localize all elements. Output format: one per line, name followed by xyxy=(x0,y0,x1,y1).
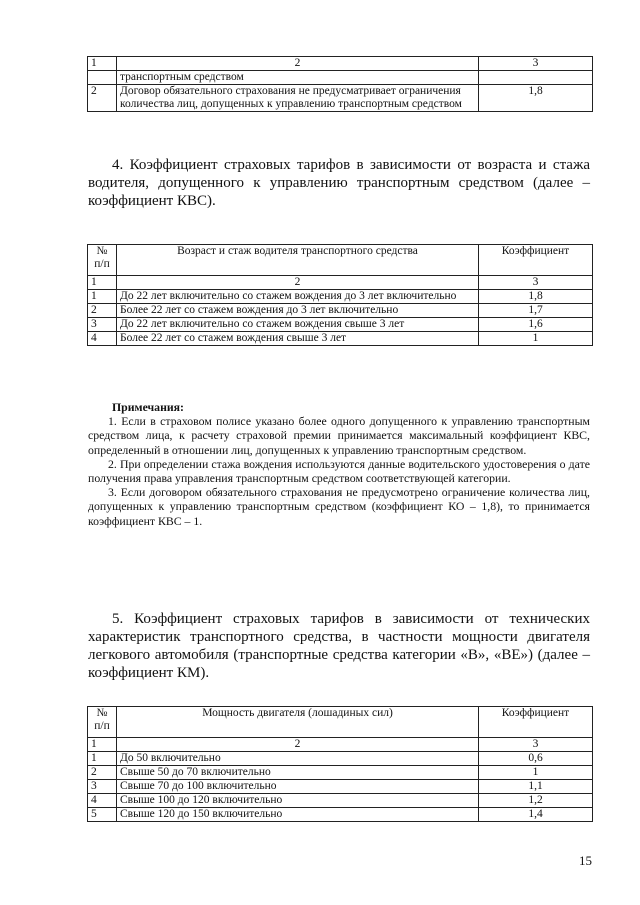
row-description: Свыше 120 до 150 включительно xyxy=(117,808,479,822)
row-coefficient: 1 xyxy=(479,766,593,780)
row-description: Свыше 100 до 120 включительно xyxy=(117,794,479,808)
row-coefficient: 1,6 xyxy=(479,318,593,332)
table-row xyxy=(88,766,593,780)
header-coefficient: Коэффициент xyxy=(479,245,593,276)
row-coefficient: 1,7 xyxy=(479,304,593,318)
table-row xyxy=(88,71,593,85)
note-item: 1. Если в страховом полисе указано более одного допущенного к управлению транспортным средством лица, к расчету страховой премии принимается максимальный коэффициент КВС, определенный в отношении лиц, допущенных к управлению транспортным средством. xyxy=(88,414,590,457)
table-row xyxy=(88,332,593,346)
row-number: 5 xyxy=(88,808,117,822)
index-cell: 2 xyxy=(117,57,479,71)
table-continuation xyxy=(87,56,593,112)
index-cell: 3 xyxy=(479,738,593,752)
notes-block xyxy=(88,400,590,528)
row-description: Договор обязательного страхования не предусматривает ограничения количества лиц, допущенных к управлению транспортным средством xyxy=(117,85,479,112)
row-number: 4 xyxy=(88,332,117,346)
row-description: Свыше 70 до 100 включительно xyxy=(117,780,479,794)
index-cell: 3 xyxy=(479,57,593,71)
row-coefficient: 1 xyxy=(479,332,593,346)
index-cell: 2 xyxy=(117,738,479,752)
table-row xyxy=(88,780,593,794)
section-5-heading xyxy=(88,610,590,682)
header-description: Мощность двигателя (лошадиных сил) xyxy=(117,707,479,738)
header-number: № п/п xyxy=(88,245,117,276)
row-coefficient: 1,8 xyxy=(479,85,593,112)
header-number: № п/п xyxy=(88,707,117,738)
table-header-row xyxy=(88,245,593,276)
index-cell: 1 xyxy=(88,738,117,752)
row-description: транспортным средством xyxy=(117,71,479,85)
row-coefficient xyxy=(479,71,593,85)
row-number: 2 xyxy=(88,766,117,780)
row-number: 3 xyxy=(88,780,117,794)
row-coefficient: 1,4 xyxy=(479,808,593,822)
table-row xyxy=(88,752,593,766)
row-coefficient: 1,1 xyxy=(479,780,593,794)
row-number: 1 xyxy=(88,290,117,304)
table-header-row xyxy=(88,707,593,738)
row-description: До 22 лет включительно со стажем вождения свыше 3 лет xyxy=(117,318,479,332)
table-km xyxy=(87,706,593,822)
table-kvs xyxy=(87,244,593,346)
index-cell: 3 xyxy=(479,276,593,290)
row-number: 3 xyxy=(88,318,117,332)
row-description: До 50 включительно xyxy=(117,752,479,766)
page-number: 15 xyxy=(579,853,592,868)
index-cell: 2 xyxy=(117,276,479,290)
table-row xyxy=(88,85,593,112)
table-row xyxy=(88,808,593,822)
table-index-row xyxy=(88,276,593,290)
table-row xyxy=(88,318,593,332)
section-4-heading xyxy=(88,156,590,210)
row-coefficient: 0,6 xyxy=(479,752,593,766)
table-row xyxy=(88,304,593,318)
table-row xyxy=(88,794,593,808)
row-description: Более 22 лет со стажем вождения свыше 3 лет xyxy=(117,332,479,346)
table-index-row xyxy=(88,57,593,71)
row-number: 2 xyxy=(88,85,117,112)
index-cell: 1 xyxy=(88,276,117,290)
row-description: До 22 лет включительно со стажем вождения до 3 лет включительно xyxy=(117,290,479,304)
header-coefficient: Коэффициент xyxy=(479,707,593,738)
row-description: Более 22 лет со стажем вождения до 3 лет включительно xyxy=(117,304,479,318)
row-description: Свыше 50 до 70 включительно xyxy=(117,766,479,780)
row-number: 4 xyxy=(88,794,117,808)
row-number: 1 xyxy=(88,752,117,766)
header-description: Возраст и стаж водителя транспортного средства xyxy=(117,245,479,276)
row-number: 2 xyxy=(88,304,117,318)
note-item: 3. Если договором обязательного страхования не предусмотрено ограничение количества лиц, допущенных к управлению транспортным средством (коэффициент КО – 1,8), то принимается коэффициент КВС – 1. xyxy=(88,485,590,528)
table-index-row xyxy=(88,738,593,752)
section-5-heading-text: 5. Коэффициент страховых тарифов в зависимости от технических характеристик транспортного средства, в частности мощности двигателя легкового автомобиля (транспортные средства категории «В», «ВЕ») (далее – коэффициент КМ). xyxy=(88,611,590,681)
notes-title: Примечания: xyxy=(112,400,184,414)
section-4-heading-text: 4. Коэффициент страховых тарифов в зависимости от возраста и стажа водителя, допущенного к управлению транспортным средством (далее – коэффициент КВС). xyxy=(88,157,590,209)
index-cell: 1 xyxy=(88,57,117,71)
row-coefficient: 1,2 xyxy=(479,794,593,808)
table-row xyxy=(88,290,593,304)
note-item: 2. При определении стажа вождения используются данные водительского удостоверения о дате получения права управления транспортным средством соответствующей категории. xyxy=(88,456,590,486)
row-coefficient: 1,8 xyxy=(479,290,593,304)
row-number xyxy=(88,71,117,85)
